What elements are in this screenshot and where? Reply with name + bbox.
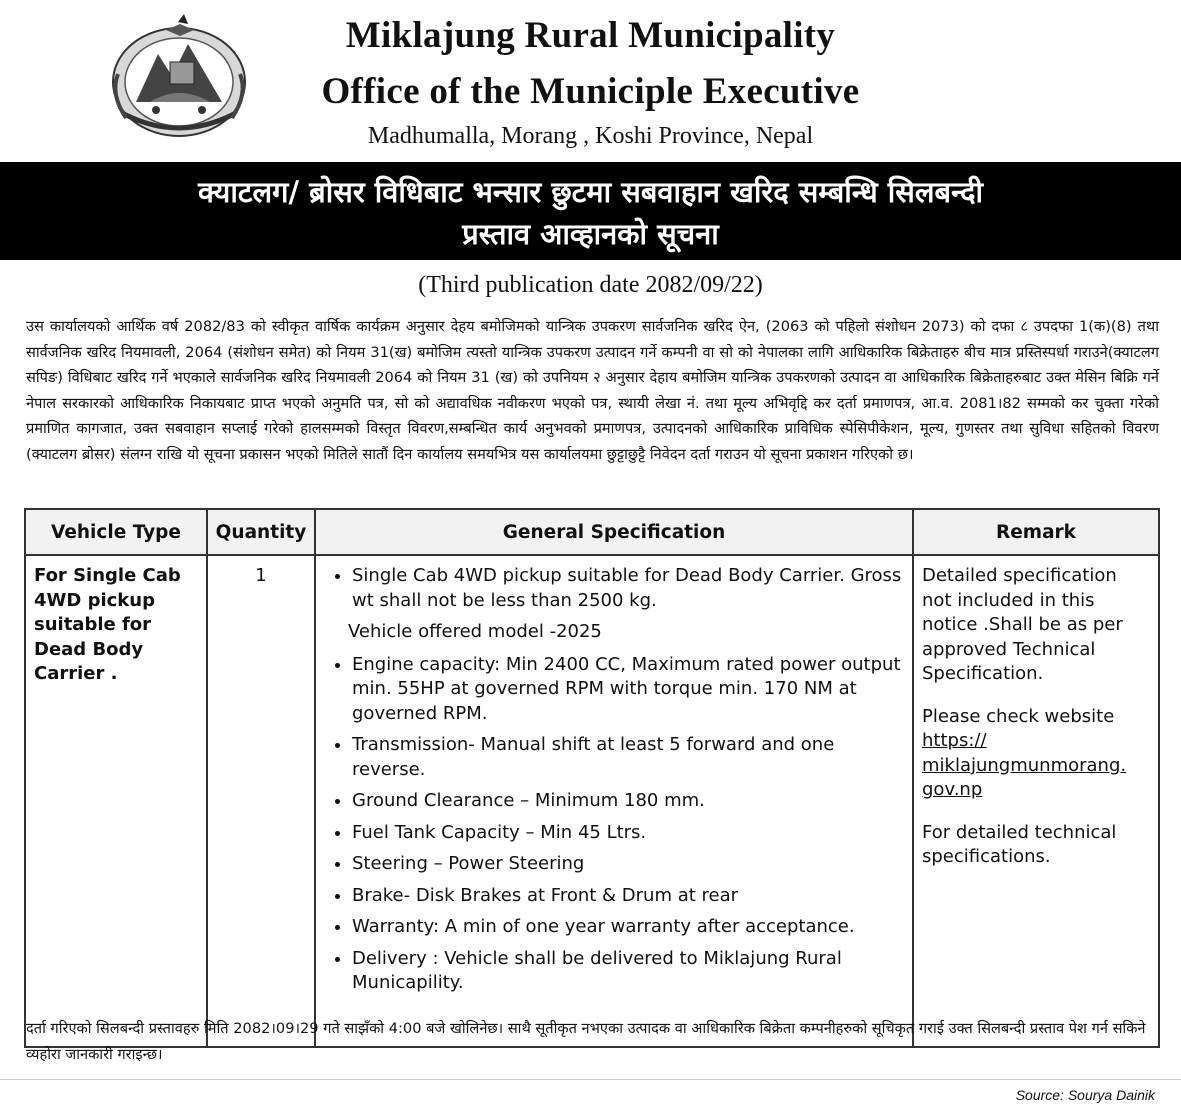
office-title: Office of the Municiple Executive bbox=[321, 71, 860, 112]
spec-item: • Brake- Disk Brakes at Front & Drum at rear bbox=[352, 884, 904, 909]
table-header-row bbox=[25, 509, 1159, 555]
publication-date: (Third publication date 2082/09/22) bbox=[418, 272, 763, 298]
source-credit: Source: Sourya Dainik bbox=[1015, 1087, 1155, 1103]
remark-detail: Detailed specification not included in this notice .Shall be as per approved Technical Specification. bbox=[922, 565, 1123, 684]
remark-technical: For detailed technical specifications. bbox=[922, 821, 1117, 867]
model-note: Vehicle offered model -2025 bbox=[348, 621, 602, 642]
vehicle-type-cell: For Single Cab 4WD pickup suitable for Dead Body Carrier . bbox=[25, 555, 207, 1047]
spec-list bbox=[324, 564, 904, 613]
header-general-specification: General Specification bbox=[315, 509, 913, 555]
header-vehicle-type: Vehicle Type bbox=[25, 509, 207, 555]
banner-line-1: क्याटलग/ ब्रोसर विधिबाट भन्सार छुटमा सबवाहान खरिद सम्बन्धि सिलबन्दी bbox=[198, 175, 983, 209]
remark-website bbox=[922, 705, 1150, 803]
footer-note: दर्ता गरिएको सिलबन्दी प्रस्तावहरु मिति 2082।09।29 गते साझँको 4:00 बजे खोलिनेछ। साथै सूतीकृत नभएका उत्पादक वा आधिकारिक बिक्रेता कम्पनीहरुको सूचिकृत गराई उक्त सिलबन्दी प्रस्ताव पेश गर्न सकिने व्यहोरा जानकारी गराइन्छ। bbox=[26, 1020, 1146, 1063]
office-address: Madhumalla, Morang , Koshi Province, Nepal bbox=[367, 123, 814, 149]
letterhead bbox=[0, 0, 1181, 160]
spec-item: • Warranty: A min of one year warranty after acceptance. bbox=[352, 915, 904, 940]
divider bbox=[0, 1079, 1181, 1080]
spec-item: • Engine capacity: Min 2400 CC, Maximum rated power output min. 55HP at governed RPM with torque min. 170 NM at governed RPM. bbox=[352, 653, 904, 727]
specification-cell bbox=[315, 555, 913, 1047]
spec-item: • Single Cab 4WD pickup suitable for Dead Body Carrier. Gross wt shall not be less than 2500 kg. bbox=[352, 564, 904, 613]
header-remark: Remark bbox=[913, 509, 1159, 555]
spec-item: • Transmission- Manual shift at least 5 forward and one reverse. bbox=[352, 733, 904, 782]
remark-cell bbox=[913, 555, 1159, 1047]
remark-website-prefix: Please check website bbox=[922, 705, 1115, 727]
spec-list bbox=[324, 653, 904, 996]
spec-item: • Delivery : Vehicle shall be delivered to Miklajung Rural Municapility. bbox=[352, 947, 904, 996]
banner-line-2: प्रस्ताव आव्हानको सूचना bbox=[462, 217, 719, 251]
notice-body: उस कार्यालयको आर्थिक वर्ष 2082/83 को स्वीकृत वार्षिक कार्यक्रम अनुसार देहय बमोजिमको यान्त्रिक उपकरण सार्वजनिक खरिद ऐन, (2063 को पहिलो संशोधन 2073) को दफा ८ उपदफा 1(क)(8) तथा सार्वजनिक खरिद नियमावली, 2064 (संशोधन समेत) को नियम 31(ख) बमोजिम त्यस्तो यान्त्रिक उपकरण उत्पादन गर्ने कम्पनी वा सो को नेपालका लागि आधिकारिक बिक्रेताहरु बीच मात्र प्रस्तिस्पर्धा गराउने(क्याटलग सपिङ) विधिबाट खरिद गर्ने भएकाले सार्वजनिक खरिद नियमावली 2064 को नियम 31 (ख) को उपनियम २ अनुसार देहाय बमोजिम यान्त्रिक उपकरणको उत्पादन वा आधिकारिक बिक्रेताहरुबाट उक्त मेसिन बिक्रि गर्ने नेपाल सरकारको आधिकारिक निकायबाट प्राप्त भएको अनुमति पत्र, सो को अद्यावधिक नवीकरण भएको पत्र, स्थायी लेखा नं. तथा मूल्य अभिवृद्दि कर दर्ता प्रमाणपत्र, आ.व. 2081।82 सम्मको कर चुक्ता गरेको प्रमाणित कागजात, उक्त सबवाहान सप्लाई गरेको हालसम्मको विस्तृत विवरण,सम्बन्धित कार्य अनुभवको प्रमाणपत्र, उत्पादनको आधिकारिक प्राविधिक स्पेसिपीकेशन, मूल्य, गुणस्तर तथा सुविधा सहितको विवरण (क्याटलग ब्रोसर) संलग्न राखि यो सूचना प्रकासन भएको मितिले सातौं दिन कार्यालय समयभित्र यस कार्यालयमा छुट्टाछुट्टै निवेदन दर्ता गराउन यो सूचना प्रकाशन गरिएको छ। bbox=[26, 318, 1159, 463]
notice-banner bbox=[0, 162, 1181, 260]
quantity-cell: 1 bbox=[207, 555, 315, 1047]
spec-item: • Fuel Tank Capacity – Min 45 Ltrs. bbox=[352, 821, 904, 846]
spec-item: • Ground Clearance – Minimum 180 mm. bbox=[352, 789, 904, 814]
table-row bbox=[25, 555, 1159, 1047]
website-link[interactable]: https:// miklajungmunmorang. gov.np bbox=[922, 730, 1127, 800]
municipality-title: Miklajung Rural Municipality bbox=[345, 15, 836, 56]
spec-item: • Steering – Power Steering bbox=[352, 852, 904, 877]
vehicle-spec-table bbox=[24, 508, 1160, 1048]
header-quantity: Quantity bbox=[207, 509, 315, 555]
